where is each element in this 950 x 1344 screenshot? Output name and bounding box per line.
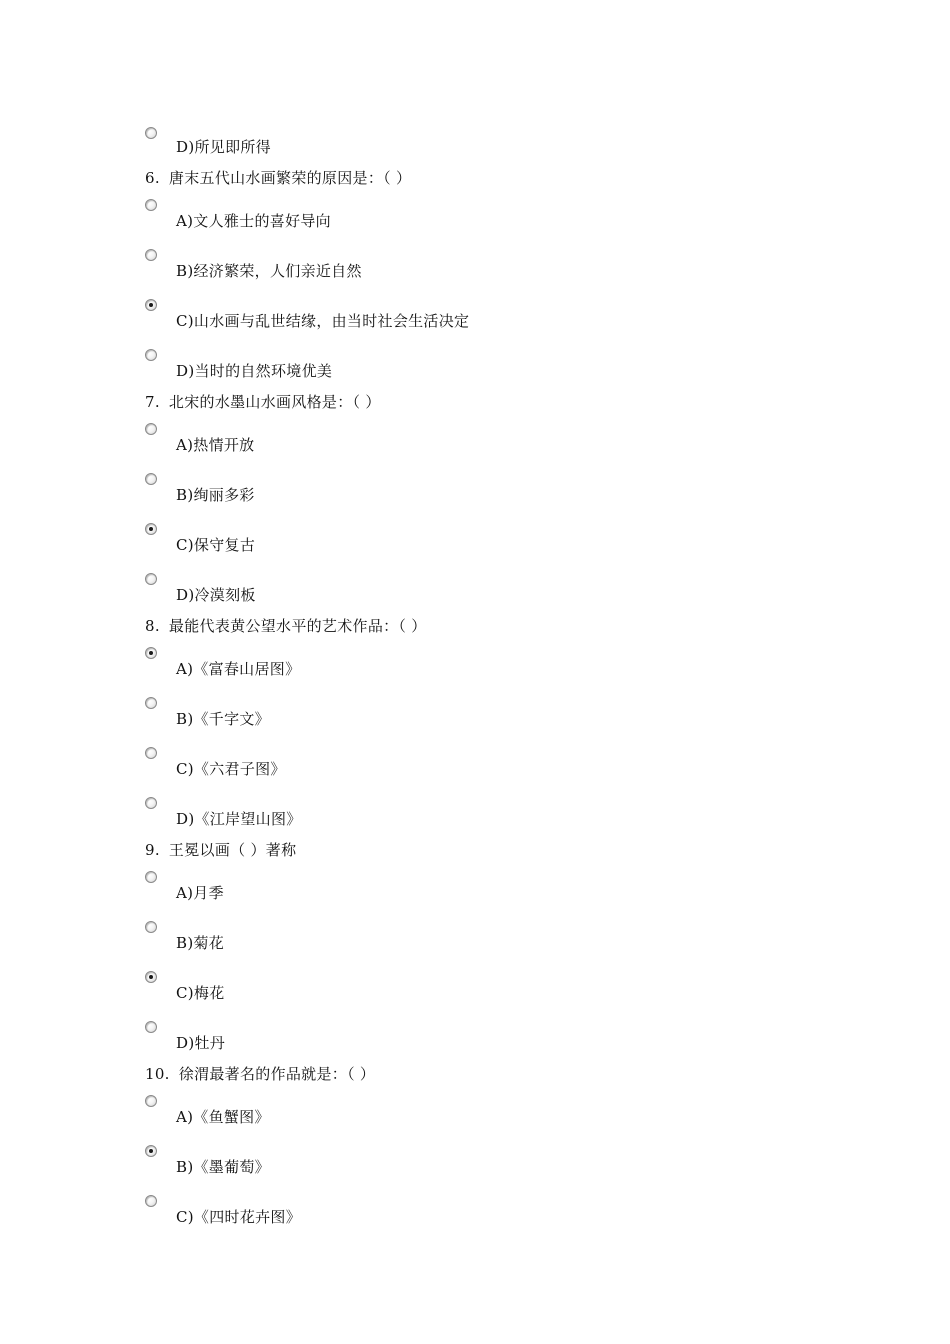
radio-button[interactable] (145, 473, 157, 485)
option-c[interactable] (145, 1183, 845, 1233)
question-7 (145, 393, 845, 611)
option-c[interactable] (145, 735, 845, 785)
option-label: A)热情开放 (176, 436, 255, 454)
option-label: C)梅花 (176, 984, 225, 1002)
option-b[interactable] (145, 461, 845, 511)
question-text (145, 169, 845, 187)
option-label: C)山水画与乱世结缘，由当时社会生活决定 (176, 312, 470, 330)
radio-button[interactable] (145, 1021, 157, 1033)
option-c[interactable] (145, 959, 845, 1009)
option-b[interactable] (145, 237, 845, 287)
radio-button[interactable] (145, 1145, 157, 1157)
option-label: A)《富春山居图》 (176, 660, 301, 678)
option-c[interactable] (145, 511, 845, 561)
question-prompt: 王冕以画（ ）著称 (168, 841, 297, 859)
radio-button[interactable] (145, 797, 157, 809)
question-prompt: 最能代表黄公望水平的艺术作品：（ ） (168, 617, 427, 635)
question-number: 7. (145, 393, 160, 411)
option-b[interactable] (145, 685, 845, 735)
option-label: C)《六君子图》 (176, 760, 286, 778)
radio-button[interactable] (145, 971, 157, 983)
option-label: C)保守复古 (176, 536, 256, 554)
question-8 (145, 617, 845, 835)
option-d[interactable] (145, 1009, 845, 1059)
option-label: D)《江岸望山图》 (176, 810, 302, 828)
option-a[interactable] (145, 411, 845, 461)
radio-button[interactable] (145, 199, 157, 211)
option-label: D)当时的自然环境优美 (176, 362, 333, 380)
question-number: 6. (145, 169, 160, 187)
option-a[interactable] (145, 187, 845, 237)
option-label: A)《鱼蟹图》 (176, 1108, 270, 1126)
option-d[interactable] (145, 561, 845, 611)
option-label: C)《四时花卉图》 (176, 1208, 302, 1226)
question-text (145, 617, 845, 635)
radio-button[interactable] (145, 1095, 157, 1107)
option-b[interactable] (145, 1133, 845, 1183)
option-label: B)绚丽多彩 (176, 486, 255, 504)
question-text (145, 841, 845, 859)
option-a[interactable] (145, 635, 845, 685)
option-d[interactable] (145, 124, 845, 164)
option-d[interactable] (145, 785, 845, 835)
option-label: D)牡丹 (176, 1034, 226, 1052)
option-label: B)菊花 (176, 934, 225, 952)
radio-button[interactable] (145, 423, 157, 435)
option-label: B)《墨葡萄》 (176, 1158, 270, 1176)
option-label: D)冷漠刻板 (176, 586, 256, 604)
radio-button[interactable] (145, 921, 157, 933)
option-b[interactable] (145, 909, 845, 959)
question-number: 8. (145, 617, 160, 635)
question-prompt: 徐渭最著名的作品就是：（ ） (178, 1065, 376, 1083)
radio-button[interactable] (145, 573, 157, 585)
question-number: 9. (145, 841, 160, 859)
radio-button[interactable] (145, 1195, 157, 1207)
radio-button[interactable] (145, 299, 157, 311)
radio-button[interactable] (145, 647, 157, 659)
question-10 (145, 1065, 845, 1233)
option-a[interactable] (145, 859, 845, 909)
radio-button[interactable] (145, 747, 157, 759)
option-a[interactable] (145, 1083, 845, 1133)
option-label: D)所见即所得 (176, 138, 271, 156)
radio-button[interactable] (145, 127, 157, 139)
question-text (145, 1065, 845, 1083)
option-label: B)《千字文》 (176, 710, 270, 728)
option-label: A)文人雅士的喜好导向 (176, 212, 331, 230)
radio-button[interactable] (145, 871, 157, 883)
option-d[interactable] (145, 337, 845, 387)
question-prompt: 北宋的水墨山水画风格是：（ ） (168, 393, 381, 411)
radio-button[interactable] (145, 249, 157, 261)
question-number: 10. (145, 1065, 170, 1083)
question-9 (145, 841, 845, 1059)
radio-button[interactable] (145, 697, 157, 709)
radio-button[interactable] (145, 523, 157, 535)
option-label: B)经济繁荣，人们亲近自然 (176, 262, 362, 280)
option-label: A)月季 (176, 884, 224, 902)
question-6 (145, 169, 845, 387)
question-text (145, 393, 845, 411)
radio-button[interactable] (145, 349, 157, 361)
question-prompt: 唐末五代山水画繁荣的原因是：（ ） (168, 169, 412, 187)
previous-question-tail (145, 124, 845, 164)
option-c[interactable] (145, 287, 845, 337)
